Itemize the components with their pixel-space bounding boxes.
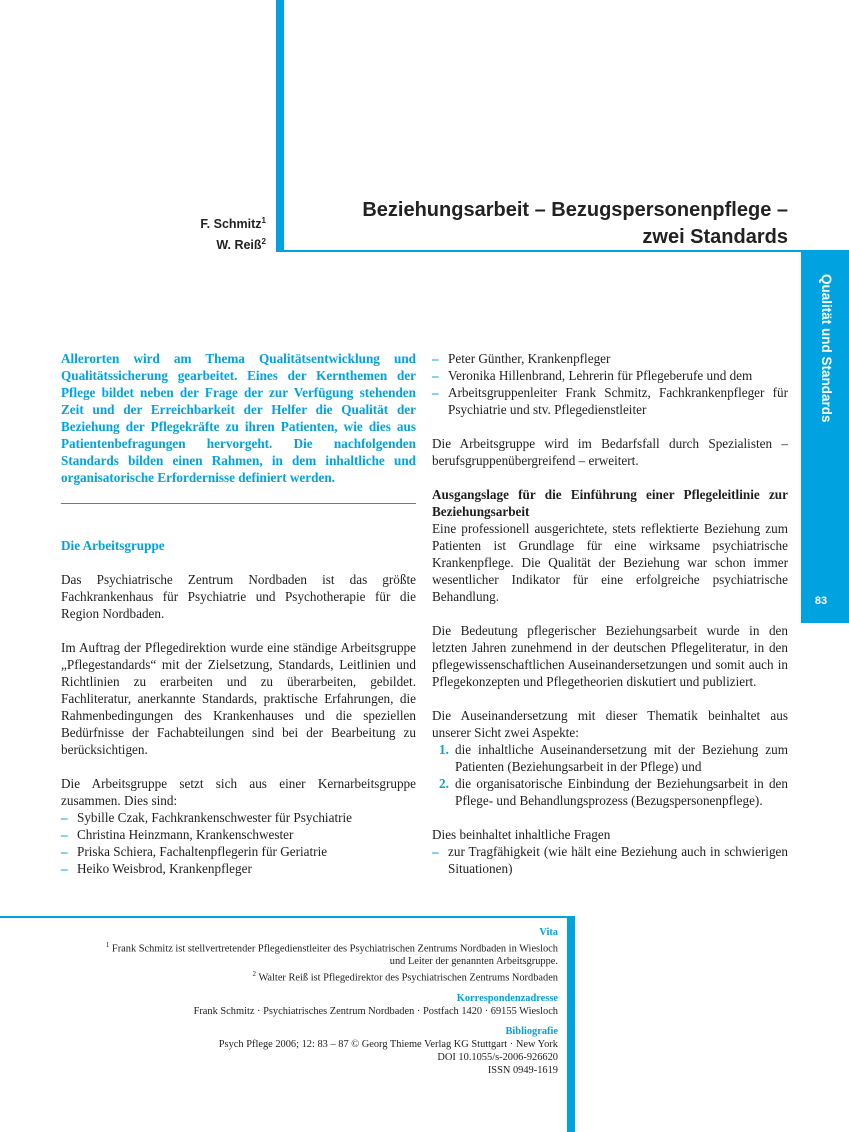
authors	[150, 212, 266, 254]
list-item: – Veronika Hillenbrand, Lehrerin für Pflegeberufe und dem	[432, 368, 753, 383]
title-line-1: Beziehungsarbeit – Bezugspersonenpflege –	[362, 199, 788, 221]
author-1: F. Schmitz$^1$	[200, 216, 266, 232]
article-title	[300, 197, 788, 251]
list-item: – zur Tragfähigkeit (wie hält eine Beziehung auch in schwierigen Situationen)	[432, 844, 788, 876]
bibliography-heading: Bibliografie	[505, 1025, 558, 1037]
title-line-2: zwei Standards	[642, 226, 788, 248]
list-item: – Arbeitsgruppenleiter Frank Schmitz, Fachkrankenpfleger für Psychiatrie und stv. Pflegedienstleiter	[432, 385, 788, 417]
abstract-divider	[61, 503, 416, 504]
aspect-list	[432, 741, 788, 809]
bibliography-issn: ISSN 0949-1619	[487, 1064, 558, 1076]
right-column	[432, 350, 788, 894]
list-item: – Priska Schiera, Fachaltenpflegerin für Geriatrie	[61, 844, 328, 859]
subheading: Ausgangslage für die Einführung einer Pflegeleitlinie zur Beziehungsarbeit	[432, 487, 788, 519]
question-list	[432, 843, 788, 877]
paragraph: Dies beinhaltet inhaltliche Fragen	[432, 827, 611, 842]
correspondence-address: Frank Schmitz · Psychiatrisches Zentrum Nordbaden · Postfach 1420 · 69155 Wiesloch	[193, 1005, 558, 1017]
section-side-label	[801, 252, 849, 552]
correspondence-heading: Korrespondenzadresse	[456, 992, 558, 1004]
list-item: 1. die inhaltliche Auseinandersetzung mit der Beziehung zum Patienten (Beziehungsarbeit in der Pflege) und	[439, 742, 788, 774]
vita-heading: Vita	[539, 927, 558, 938]
section-heading: Die Arbeitsgruppe	[61, 538, 165, 553]
abstract: Allerorten wird am Thema Qualitätsentwicklung und Qualitätssicherung gearbeitet. Eines der Kernthemen der Pflege bildet neben der Frage der zur Verfügung stehenden Zeit und der Erreichbarkeit der Helfer die Qualität der Beziehung der Pflegekräfte zu ihren Patienten, wie dies aus Patientenbefragungen hervorgeht. Die nachfolgenden Standards bilden einen Rahmen, in dem inhaltliche und organisatorische Erfordernisse definiert werden.	[61, 351, 416, 485]
vita-entry-2: $^2$ Walter Reiß ist Pflegedirektor des Psychiatrischen Zentrums Nordbaden	[252, 970, 558, 984]
bibliography-doi: DOI 10.1055/s-2006-926620	[437, 1051, 558, 1063]
paragraph: Die Arbeitsgruppe setzt sich aus einer Kernarbeitsgruppe zusammen. Dies sind:	[61, 776, 416, 808]
footer-rule	[0, 916, 575, 918]
top-accent-bar	[276, 0, 284, 251]
section-label-text: Qualität und Standards	[819, 274, 834, 423]
paragraph: Die Arbeitsgruppe wird im Bedarfsfall durch Spezialisten – berufsgruppenübergreifend – erweitert.	[432, 436, 788, 468]
bibliography-citation: Psych Pflege 2006; 12: 83 – 87 © Georg Thieme Verlag KG Stuttgart · New York	[218, 1038, 558, 1050]
vita-entry-1-cont: und Leiter der genannten Arbeitsgruppe.	[389, 956, 558, 968]
page-number: 83	[814, 595, 828, 607]
list-item: – Christina Heinzmann, Krankenschwester	[61, 827, 294, 842]
paragraph: Das Psychiatrische Zentrum Nordbaden ist das größte Fachkrankenhaus für Psychiatrie und Psychotherapie für die Region Nordbaden.	[61, 572, 416, 621]
left-column	[61, 350, 416, 894]
paragraph: Die Bedeutung pflegerischer Beziehungsarbeit wurde in den letzten Jahren zunehmend in der deutschen Pflegeliteratur, in den pflegewissenschaftlichen Auseinandersetzungen und somit auch in Pflegekonzepten und Pflegetheorien diskutiert und publiziert.	[432, 623, 788, 689]
paragraph: Die Auseinandersetzung mit dieser Thematik beinhaltet aus unserer Sicht zwei Aspekte:	[432, 708, 788, 740]
article-footer	[40, 926, 558, 1077]
footer-accent-bar	[567, 916, 575, 1132]
paragraph: Im Auftrag der Pflegedirektion wurde eine ständige Arbeitsgruppe „Pflegestandards“ mit der Zielsetzung, Standards, Leitlinien und Richtlinien zu erarbeiten und zu überarbeiten, gebildet. Fachliteratur, anerkannte Standards, praktische Erfahrungen, die Rahmenbedingungen des Krankenhauses und die speziellen Bedürfnisse der Fachabteilungen sind bei der Bearbeitung zu berücksichtigen.	[61, 640, 416, 757]
list-item: – Sybille Czak, Fachkrankenschwester für Psychiatrie	[61, 810, 353, 825]
vita-entry-1: $^1$ Frank Schmitz ist stellvertretender Pflegedienstleiter des Psychiatrischen Zentrums Nordbaden in Wiesloch	[105, 941, 558, 955]
author-2: W. Reiß$^2$	[216, 237, 266, 253]
list-item: – Peter Günther, Krankenpfleger	[432, 351, 611, 366]
member-list-continued	[432, 350, 788, 418]
list-item: 2. die organisatorische Einbindung der Beziehungsarbeit in den Pflege- und Behandlungsprozess (Bezugspersonenpflege).	[439, 776, 788, 808]
list-item: – Heiko Weisbrod, Krankenpfleger	[61, 861, 252, 876]
member-list	[61, 809, 416, 877]
paragraph: Eine professionell ausgerichtete, stets reflektierte Beziehung zum Patienten ist Grundlage für eine wirksame psychiatrische Krankenpflege. Die Qualität der Beziehung war schon immer wesentlicher Indikator für eine erfolgreiche psychiatrische Behandlung.	[432, 521, 788, 604]
